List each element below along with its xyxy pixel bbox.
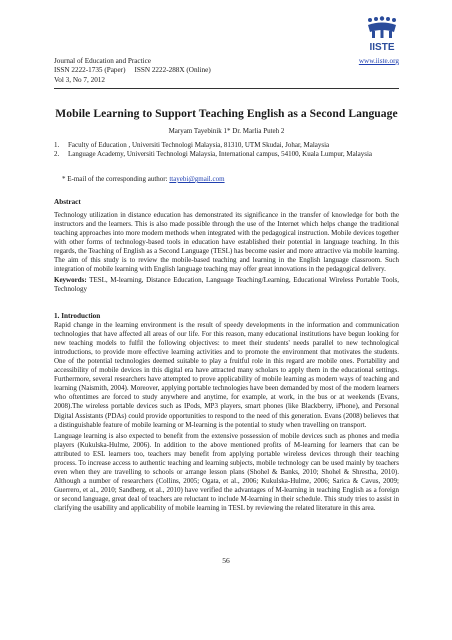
journal-volume: Vol 3, No 7, 2012: [54, 75, 105, 84]
introduction-section: [54, 312, 399, 513]
abstract-heading: Abstract: [54, 198, 81, 206]
iiste-logo: [364, 16, 400, 54]
affiliation-item: [54, 150, 399, 159]
journal-url-link[interactable]: www.iiste.org: [358, 57, 399, 65]
keywords-label: Keywords:: [54, 276, 87, 285]
page-number: 56: [222, 556, 230, 565]
paper-title: Mobile Learning to Support Teaching English as a Second Language: [55, 107, 398, 120]
keywords: [54, 276, 399, 294]
corresponding-email: [62, 175, 225, 183]
affiliation-text: Language Academy, Universiti Technologi Malaysia, International campus, 54100, Kuala Lumpur, Malaysia: [68, 150, 373, 159]
intro-paragraph-2: Language learning is also expected to benefit from the extensive possession of mobile devices such as phones and media players (Kukulska-Hulme, 2006). In addition to the above mentioned profits of M-learning for learners that can be attributed to ESL learners too, teachers may benefit from applying portable wireless devices through their teaching process. To increase access to authentic teaching and learning subjects, mobile technology can be used mainly by teachers even when they are travelling to schools or arrange lesson plans (Shohel & Banks, 2010; Shohel & Shrestha, 2010). Although a number of researchers (Collins, 2005; Ogata, et al., 2006; Kukulska-Hulme, 2006; Sarica & Cavus, 2009; Guerrero, et al., 2010; Sandberg, et al., 2010) have verified the advantages of M-learning in teaching English as a foreign or second language, great deal of teachers are reluctant to include M-learning in their schedule. This study tries to assist in clarifying the usability and applicability of mobile learning in TESL by reviewing the related literature in this area.: [54, 431, 399, 512]
journal-name: Journal of Education and Practice: [54, 57, 151, 65]
header-divider: [54, 88, 399, 89]
intro-paragraph-1: Rapid change in the learning environment is the result of speedy developments in the information and communication technologies that have affected all areas of our life. For this reason, many educational institutions have begun looking for new teaching models to fulfil the following objectives: to meet their students' needs parallel to new technological introductions, to provide more effective learning activities and to promote the environment that motivates the students. One of the potential technologies deemed suitable to play a fruitful role in this regard are mobile ones. Portability and accessibility of mobile devices in this digital era have attracted many scholars to apply them in the educational settings. Furthermore, several researchers have attempted to prove applicability of mobile learning as modern ways of teaching and learning (Naismith, 2004). Moreover, applying portable technologies have been demanded by most of the modern learners who oftentimes are forced to study anywhere and anytime, for example, at work, in the bus or at weekends (Evans, 2008).The wireless portable devices such as IPods, MP3 players, smart phones (like Blackberry, iPhone), and Personal Digital Assistants (PDAs) could provide opportunities to respond to the need of this generation. Evans (2008) believes that a distinguishable feature of mobile learning or M-learning is the potential to study when travelling on transport.: [54, 321, 399, 429]
email-link[interactable]: ttayebi@gmail.com: [169, 175, 225, 183]
paper-authors: Maryam Tayebinik 1* Dr. Marlia Puteh 2: [168, 127, 285, 135]
affiliation-item: [54, 141, 399, 150]
keywords-text: TESL, M-learning, Distance Education, Language Teaching/Learning, Educational Wireless Portable Tools, Technology: [54, 276, 399, 294]
journal-header: [54, 57, 399, 85]
journal-issn: ISSN 2222-1735 (Paper) ISSN 2222-288X (Online): [54, 66, 211, 75]
logo-text: IISTE: [369, 42, 395, 53]
affiliation-number: 1.: [54, 141, 60, 149]
abstract-section: [54, 198, 399, 294]
affiliation-number: 2.: [54, 150, 60, 159]
affiliations-list: [54, 141, 399, 159]
introduction-heading: 1. Introduction: [54, 312, 101, 320]
email-prefix: * E-mail of the corresponding author:: [62, 175, 170, 183]
affiliation-text: Faculty of Education , Universiti Technologi Malaysia, 81310, UTM Skudai, Johar, Malaysia: [68, 141, 330, 149]
abstract-text: Technology utilization in distance education has demonstrated its significance in the transfer of knowledge for both the instructors and the learners. This is also made possible through the use of the Internet which helps change the traditional teaching approaches into more modern methods when integrated with the pedagogical instruction. Mobile devices together with other forms of technology-based tools in education have established their potential in language teaching. In this regards, the Teaching of English as a Second Language (TESL) has become easier and more attractive via mobile learning. The aim of this study is to review the mobile-based teaching and learning in the English language classroom. Such integration of mobile learning with English language teaching may offer great innovations in the pedagogical delivery.: [54, 211, 399, 274]
